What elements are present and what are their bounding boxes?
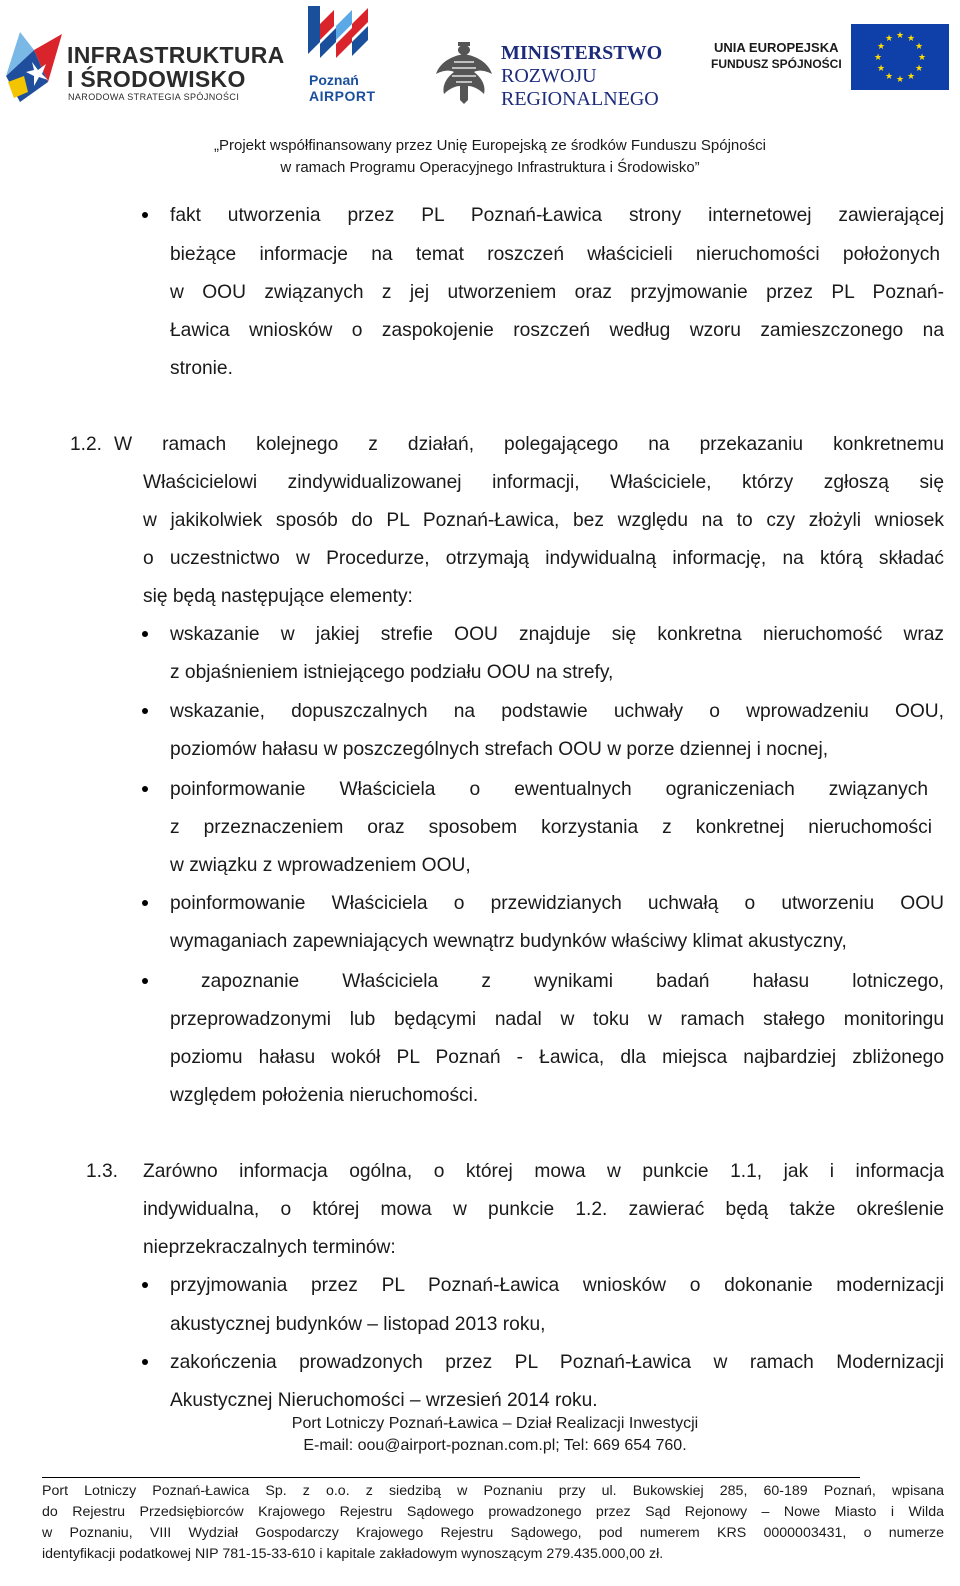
- svg-text:★: ★: [914, 42, 924, 52]
- paragraph-line: Właścicielowi zindywidualizowanej informacji, Właściciele, którzy zgłoszą się: [143, 472, 944, 493]
- paragraph-line: wymaganiach zapewniających wewnątrz budynków właściwy klimat akustyczny,: [170, 931, 847, 952]
- footer-company-line: do Rejestru Przedsiębiorców Krajowego Rejestru Sądowego prowadzonego przez Sąd Rejonowy – Nowe Miasto i Wilda: [42, 1504, 944, 1520]
- paragraph-line: bieżące informacje na temat roszczeń właścicieli nieruchomości położonych: [170, 244, 940, 265]
- eu-flag-icon: [851, 24, 949, 90]
- svg-text:★: ★: [876, 42, 886, 52]
- paragraph-line: fakt utworzenia przez PL Poznań-Ławica strony internetowej zawierającej: [170, 205, 944, 226]
- ministry-logo-line3: REGIONALNEGO: [501, 88, 659, 110]
- section-number: 1.3.: [86, 1161, 119, 1182]
- airport-logo-city: Poznań: [309, 72, 359, 88]
- bullet-icon: [142, 631, 148, 637]
- svg-text:★: ★: [906, 34, 916, 44]
- paragraph-line: Zarówno informacja ogólna, o której mowa w punkcie 1.1, jak i informacja: [143, 1161, 944, 1182]
- project-cofinancing-line1: „Projekt współfinansowany przez Unię Europejską ze środków Funduszu Spójności: [214, 137, 766, 154]
- svg-text:★: ★: [895, 75, 905, 85]
- polish-eagle-emblem-icon: [434, 40, 494, 106]
- svg-text:★: ★: [895, 31, 905, 41]
- bullet-icon: [142, 1359, 148, 1365]
- ministry-logo-line1: MINISTERSTWO: [501, 42, 663, 64]
- paragraph-line: przeprowadzonymi lub będącymi nadal w toku w ramach stałego monitoringu: [170, 1009, 944, 1030]
- paragraph-line: o uczestnictwo w Procedurze, otrzymają indywidualną informację, na którą składać: [143, 548, 944, 569]
- paragraph-line: nieprzekraczalnych terminów:: [143, 1237, 396, 1258]
- bullet-icon: [142, 212, 148, 218]
- project-cofinancing-line2: w ramach Programu Operacyjnego Infrastruktura i Środowisko”: [280, 159, 700, 176]
- paragraph-line: W ramach kolejnego z działań, polegającego na przekazaniu konkretnemu: [114, 434, 944, 455]
- infrastruktura-logo-icon: [4, 24, 66, 106]
- footer-company-line: w Poznaniu, VIII Wydział Gospodarczy Krajowego Rejestru Sądowego, pod numerem KRS 0000003431, o numerze: [42, 1525, 944, 1541]
- footer-contact: E-mail: oou@airport-poznan.com.pl; Tel: 669 654 760.: [303, 1437, 687, 1454]
- bullet-icon: [142, 1282, 148, 1288]
- bullet-icon: [142, 978, 148, 984]
- paragraph-line: Akustycznej Nieruchomości – wrzesień 2014 roku.: [170, 1390, 598, 1411]
- paragraph-line: poinformowanie Właściciela o ewentualnych ograniczeniach związanych: [170, 779, 928, 800]
- paragraph-line: akustycznej budynków – listopad 2013 roku,: [170, 1314, 546, 1335]
- paragraph-line: indywidualna, o której mowa w punkcie 1.2. zawierać będą także określenie: [143, 1199, 944, 1220]
- infrastruktura-logo-line2: I ŚRODOWISKO: [67, 66, 246, 92]
- paragraph-line: zakończenia prowadzonych przez PL Poznań-Ławica w ramach Modernizacji: [170, 1352, 944, 1373]
- eu-logo-line2: FUNDUSZ SPÓJNOŚCI: [711, 57, 842, 71]
- svg-text:★: ★: [917, 53, 927, 63]
- airport-logo-icon: [306, 4, 370, 76]
- paragraph-line: przyjmowania przez PL Poznań-Ławica wniosków o dokonanie modernizacji: [170, 1275, 944, 1296]
- paragraph-line: poziomów hałasu w poszczególnych strefach OOU w porze dziennej i nocnej,: [170, 739, 829, 760]
- paragraph-line: się będą następujące elementy:: [143, 586, 413, 607]
- paragraph-line: zapoznanie Właściciela z wynikami badań hałasu lotniczego,: [201, 971, 944, 992]
- paragraph-line: z objaśnieniem istniejącego podziału OOU na strefy,: [170, 662, 614, 683]
- svg-text:★: ★: [906, 72, 916, 82]
- paragraph-line: wskazanie w jakiej strefie OOU znajduje się konkretna nieruchomość wraz: [170, 624, 944, 645]
- paragraph-line: Ławica wniosków o zaspokojenie roszczeń według wzoru zamieszczonego na: [170, 320, 944, 341]
- svg-text:★: ★: [914, 64, 924, 74]
- svg-text:★: ★: [884, 34, 894, 44]
- paragraph-line: stronie.: [170, 358, 233, 379]
- svg-text:★: ★: [876, 64, 886, 74]
- paragraph-line: względem położenia nieruchomości.: [170, 1085, 479, 1106]
- footer-company-line: identyfikacji podatkowej NIP 781-15-33-610 i kapitale zakładowym wynoszącym 279.435.000,00 zł.: [42, 1546, 664, 1562]
- bullet-icon: [142, 786, 148, 792]
- paragraph-line: poinformowanie Właściciela o przewidzianych uchwałą o utworzeniu OOU: [170, 893, 944, 914]
- footer-company-line: Port Lotniczy Poznań-Ławica Sp. z o.o. z siedzibą w Poznaniu przy ul. Bukowskiej 285, 60-189 Poznań, wpisana: [42, 1483, 944, 1499]
- paragraph-line: w związku z wprowadzeniem OOU,: [170, 855, 471, 876]
- section-number: 1.2.: [70, 434, 103, 455]
- paragraph-line: z przeznaczeniem oraz sposobem korzystania z konkretnej nieruchomości: [170, 817, 932, 838]
- paragraph-line: wskazanie, dopuszczalnych na podstawie uchwały o wprowadzeniu OOU,: [170, 701, 944, 722]
- paragraph-line: w jakikolwiek sposób do PL Poznań-Ławica, bez względu na to czy złożyli wniosek: [143, 510, 944, 531]
- paragraph-line: w OOU związanych z jej utworzeniem oraz przyjmowanie przez PL Poznań-: [170, 282, 944, 303]
- eu-logo-line1: UNIA EUROPEJSKA: [714, 40, 839, 55]
- infrastruktura-logo-subtitle: NARODOWA STRATEGIA SPÓJNOŚCI: [68, 92, 240, 102]
- svg-text:★: ★: [884, 72, 894, 82]
- footer-divider: [42, 1477, 860, 1478]
- bullet-icon: [142, 708, 148, 714]
- footer-department: Port Lotniczy Poznań-Ławica – Dział Realizacji Inwestycji: [291, 1415, 699, 1432]
- airport-logo-word: AIRPORT: [309, 88, 376, 104]
- ministry-logo-line2: ROZWOJU: [501, 65, 597, 87]
- infrastruktura-logo-line1: INFRASTRUKTURA: [67, 42, 285, 68]
- svg-text:★: ★: [873, 53, 883, 63]
- bullet-icon: [142, 900, 148, 906]
- paragraph-line: poziomu hałasu wokół PL Poznań - Ławica, dla miejsca najbardziej zbliżonego: [170, 1047, 944, 1068]
